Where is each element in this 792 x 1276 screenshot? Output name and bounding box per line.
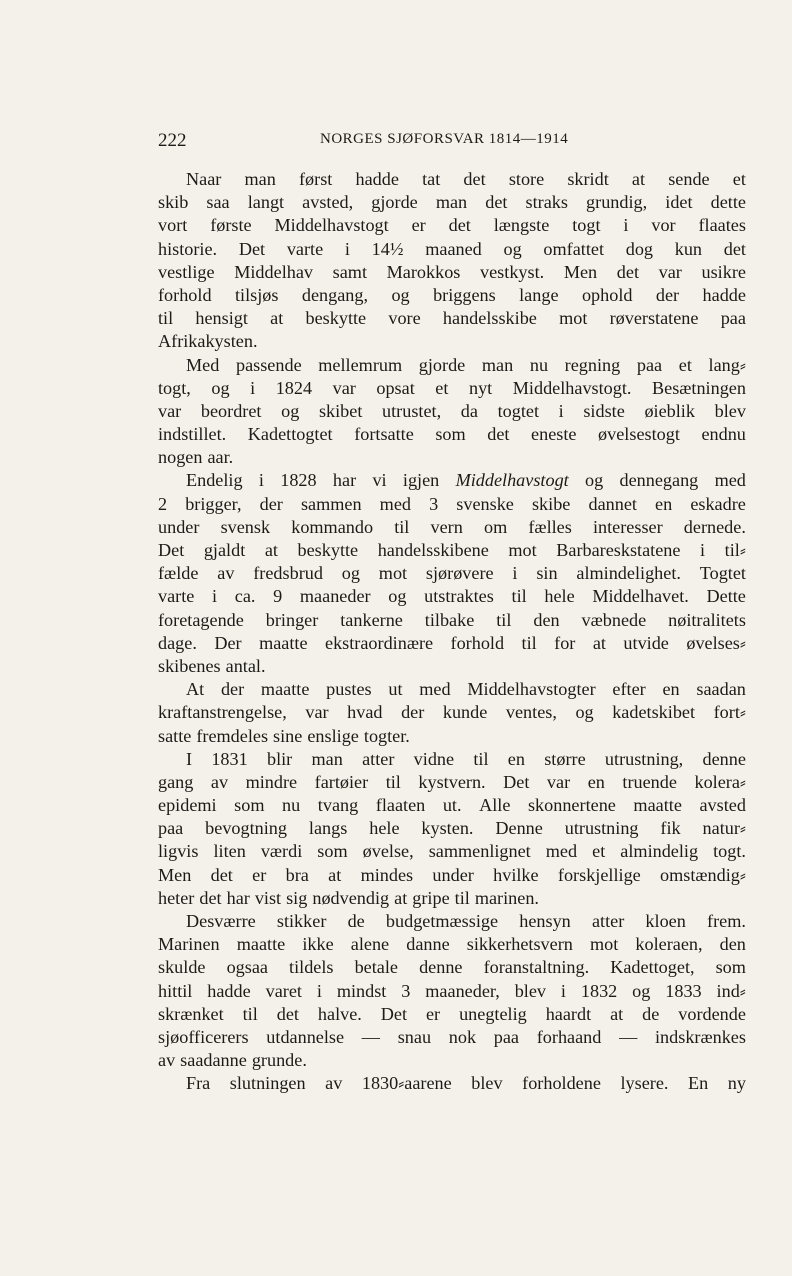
text-line: Afrikakysten. xyxy=(158,331,258,352)
text-line: hittil hadde varet i mindst 3 maaneder, blev i 1832 og 1833 ind⸗ xyxy=(158,980,746,1001)
text-line: av saadanne grunde. xyxy=(158,1050,307,1071)
text-line: dage. Der maatte ekstraordinære forhold til for at utvide øvelses⸗ xyxy=(158,632,746,653)
text-line: skulde ogsaa tildels betale denne foranstaltning. Kadettoget, som xyxy=(158,957,746,978)
text-line: togt, og i 1824 var opsat et nyt Middelhavstogt. Besætningen xyxy=(158,377,746,398)
paragraph xyxy=(158,678,746,748)
text-line: historie. Det varte i 14½ maaned og omfattet dog kun det xyxy=(158,238,746,259)
text-line: paa bevogtning langs hele kysten. Denne utrustning fik natur⸗ xyxy=(158,818,746,839)
text-line: At der maatte pustes ut med Middelhavstogter efter en saadan xyxy=(186,679,746,700)
text-line: Men det er bra at mindes under hvilke forskjellige omstændig⸗ xyxy=(158,864,746,885)
text-line: Endelig i 1828 har vi igjen Middelhavstogt og dennegang med xyxy=(186,470,746,491)
text-line: kraftanstrengelse, var hvad der kunde ventes, og kadetskibet fort⸗ xyxy=(158,702,746,723)
text-line: skib saa langt avsted, gjorde man det straks grundig, idet dette xyxy=(158,192,746,213)
text-line: Med passende mellemrum gjorde man nu regning paa et lang⸗ xyxy=(186,354,746,375)
text-line: under svensk kommando til vern om fælles interesser dernede. xyxy=(158,516,746,537)
paragraph xyxy=(158,469,746,678)
paragraph xyxy=(158,910,746,1072)
page-number: 222 xyxy=(158,130,187,151)
text-line: varte i ca. 9 maaneder og utstraktes til hele Middelhavet. Dette xyxy=(158,586,746,607)
text-line: satte fremdeles sine enslige togter. xyxy=(158,725,410,746)
text-line: vort første Middelhavstogt er det længste togt i vor flaates xyxy=(158,215,746,236)
text-line: Desværre stikker de budgetmæssige hensyn atter kloen frem. xyxy=(186,911,746,931)
page-header xyxy=(158,130,746,154)
text-line: epidemi som nu tvang flaaten ut. Alle skonnertene maatte avsted xyxy=(158,795,746,816)
text-line: skrænket til det halve. Det er unegtelig haardt at de vordende xyxy=(158,1003,746,1024)
text-line: I 1831 blir man atter vidne til en større utrustning, denne xyxy=(186,748,746,769)
text-line: Naar man først hadde tat det store skridt at sende et xyxy=(186,169,746,189)
body-text xyxy=(158,168,746,1096)
text-line: nogen aar. xyxy=(158,447,234,468)
text-line: fælde av fredsbrud og mot sjørøvere i sin almindelighet. Togtet xyxy=(158,563,746,584)
text-line: Det gjaldt at beskytte handelsskibene mot Barbareskstatene i til⸗ xyxy=(158,540,746,560)
paragraph xyxy=(158,748,746,910)
text-line: Marinen maatte ikke alene danne sikkerhetsvern mot koleraen, den xyxy=(158,934,746,955)
text-line: ligvis liten værdi som øvelse, sammenlignet med et almindelig togt. xyxy=(158,841,746,862)
text-line: var beordret og skibet utrustet, da togtet i sidste øieblik blev xyxy=(158,400,746,421)
text-line: skibenes antal. xyxy=(158,655,266,676)
text-line: Fra slutningen av 1830⸗aarene blev forholdene lysere. En ny xyxy=(186,1073,746,1094)
text-line: 2 brigger, der sammen med 3 svenske skibe dannet en eskadre xyxy=(158,493,746,514)
paragraph xyxy=(158,168,746,354)
text-line: til hensigt at beskytte vore handelsskibe mot røverstatene paa xyxy=(158,308,746,329)
text-line: heter det har vist sig nødvendig at gripe til marinen. xyxy=(158,887,539,908)
text-line: vestlige Middelhav samt Marokkos vestkyst. Men det var usikre xyxy=(158,261,746,282)
text-line: sjøofficerers utdannelse — snau nok paa forhaand — indskrænkes xyxy=(158,1026,746,1047)
paragraph xyxy=(158,354,746,470)
text-line: indstillet. Kadettogtet fortsatte som det eneste øvelsestogt endnu xyxy=(158,424,746,445)
running-title: NORGES SJØFORSVAR 1814—1914 xyxy=(320,131,569,147)
paragraph xyxy=(158,1072,746,1095)
text-line: gang av mindre fartøier til kystvern. Det var en truende kolera⸗ xyxy=(158,771,746,792)
text-line: foretagende bringer tankerne tilbake til den væbnede nøitralitets xyxy=(158,609,746,630)
text-line: forhold tilsjøs dengang, og briggens lange ophold der hadde xyxy=(158,284,746,305)
